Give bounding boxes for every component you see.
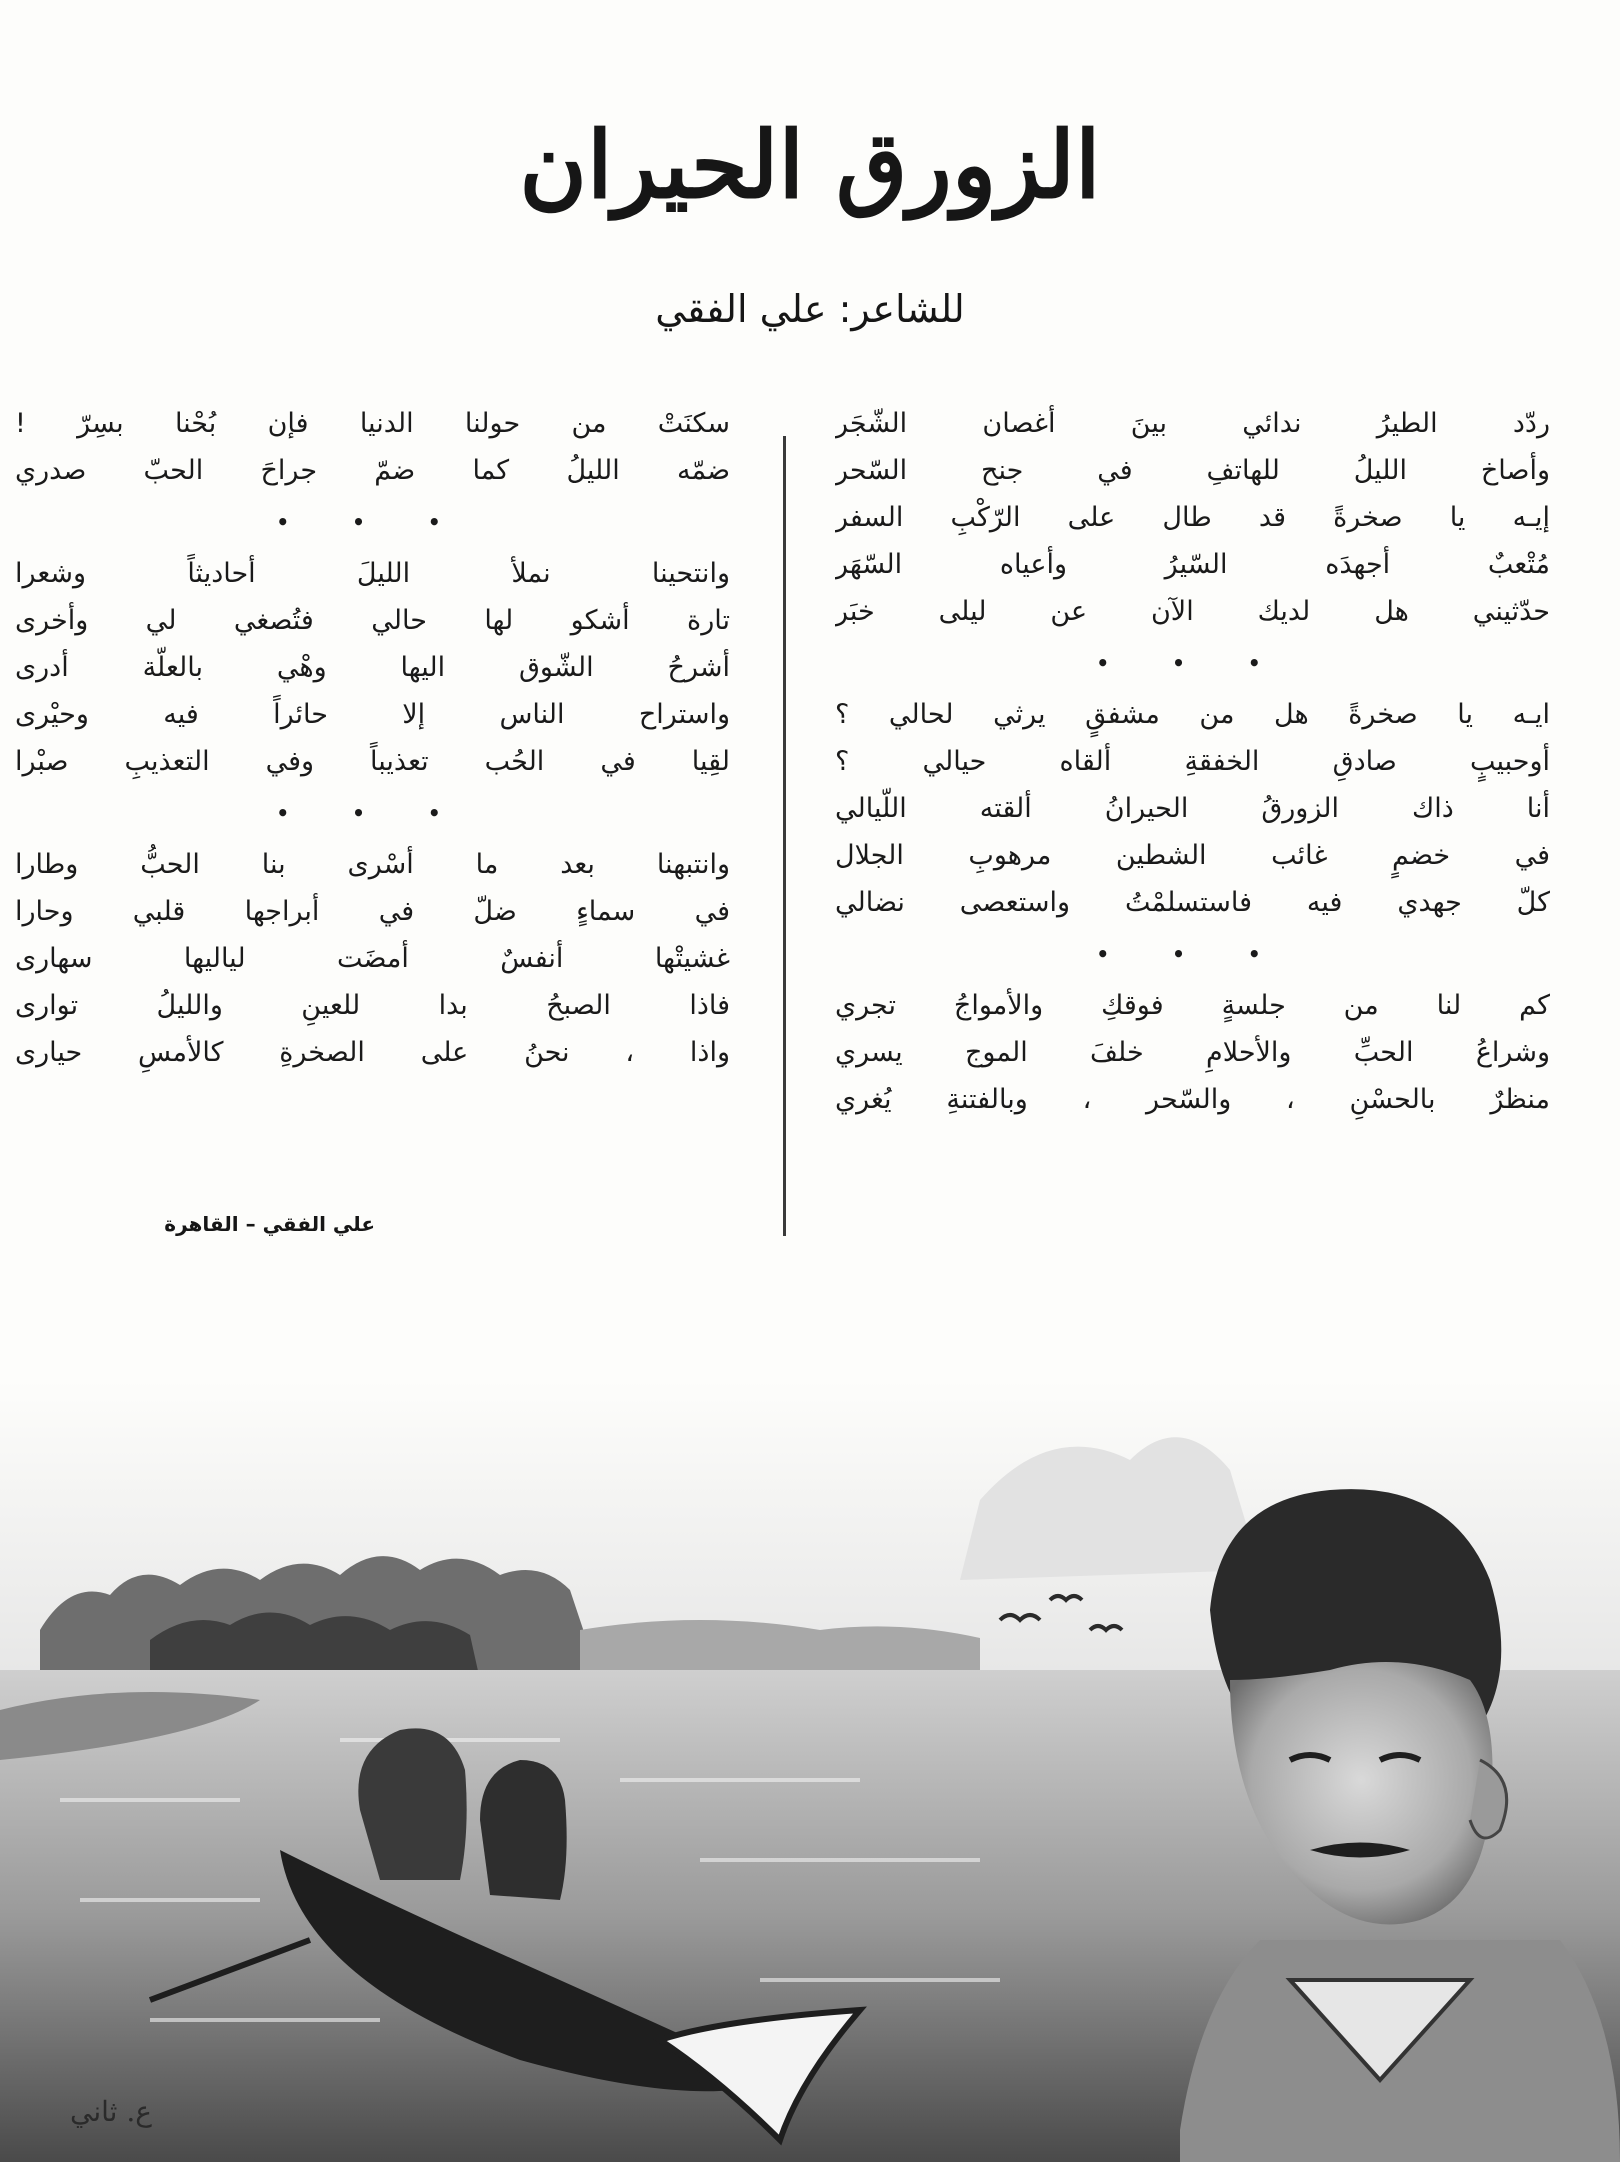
verse-line: وأصاخ الليلُ للهاتفِ في جنح السّحر: [835, 455, 1550, 486]
stanza-separator: • • •: [276, 510, 469, 534]
verse-line: فاذا الصبحُ بدا للعينِ والليلُ توارى: [15, 990, 730, 1021]
poem-column-right: [835, 400, 1550, 1123]
verse-line: كلّ جهدي فيه فاستسلمْتُ واستعصى نضالي: [835, 887, 1550, 918]
verse-line: أنا ذاك الزورقُ الحيرانُ ألقته اللّيالي: [835, 793, 1550, 824]
verse-line: مُتْعبٌ أجهدَه السّيرُ وأعياه السّهَر: [835, 549, 1550, 580]
artist-signature: ع. ثاني: [70, 2095, 152, 2128]
poet-byline: للشاعر: علي الفقي: [655, 287, 965, 331]
verse-line: وشراعُ الحبِّ والأحلامِ خلفَ الموج يسري: [835, 1037, 1550, 1068]
verse-line: واستراح الناس إلا حائراً فيه وحيْرى: [15, 699, 730, 730]
poem-title: الزورق الحيران: [519, 111, 1101, 219]
verse-line: حدّثيني هل لديك الآن عن ليلى خبَر: [835, 596, 1550, 627]
verse-line: أشرحُ الشّوق اليها وهْي بالعلّة أدرى: [15, 652, 730, 683]
verse-line: في سماءٍ ضلّ في أبراجها قلبي وحارا: [15, 896, 730, 927]
column-divider: [783, 436, 786, 1236]
poem-column-left: [15, 400, 730, 1076]
verse-line: إيـه يا صخرةً قد طال على الرّكْبِ السفر: [835, 502, 1550, 533]
verse-line: وانتحينا نملأ الليلَ أحاديثاً وشعرا: [15, 558, 730, 589]
verse-line: كم لنا من جلسةٍ فوقكِ والأمواجُ تجري: [835, 990, 1550, 1021]
verse-line: وانتبهنا بعد ما أسْرى بنا الحبُّ وطارا: [15, 849, 730, 880]
poem-signature: علي الفقي – القاهرة: [164, 1212, 375, 1236]
verse-line: تارة أشكو لها حالي فتُصغي لي وأخرى: [15, 605, 730, 636]
ink-illustration: [0, 1380, 1620, 2162]
stanza-separator: • • •: [1096, 651, 1289, 675]
verse-line: أوحبيبٍ صادقِ الخفقةِ ألقاه حيالي ؟: [835, 746, 1550, 777]
verse-line: ايـه يا صخرةً هل من مشفقٍ يرثي لحالي ؟: [835, 699, 1550, 730]
verse-line: منظرٌ بالحسْنِ ، والسّحر ، وبالفتنةِ يُغري: [835, 1084, 1550, 1115]
verse-line: واذا ، نحنُ على الصخرةِ كالأمسِ حيارى: [15, 1037, 730, 1068]
verse-line: غشيتْها أنفسٌ أمضَت لياليها سهارى: [15, 943, 730, 974]
stanza-separator: • • •: [1096, 942, 1289, 966]
stanza-separator: • • •: [276, 801, 469, 825]
verse-line: ضمّه الليلُ كما ضمّ جراحَ الحبّ صدري: [15, 455, 730, 486]
verse-line: لقِيا في الحُب تعذيباً وفي التعذيبِ صبْرا: [15, 746, 730, 777]
verse-line: في خضمٍ غائب الشطين مرهوبِ الجلال: [835, 840, 1550, 871]
verse-line: سكنَتْ من حولنا الدنيا فإن بُحْنا بسِرّ !: [15, 408, 730, 439]
verse-line: ردّد الطيرُ ندائي بينَ أغصان الشّجَر: [835, 408, 1550, 439]
